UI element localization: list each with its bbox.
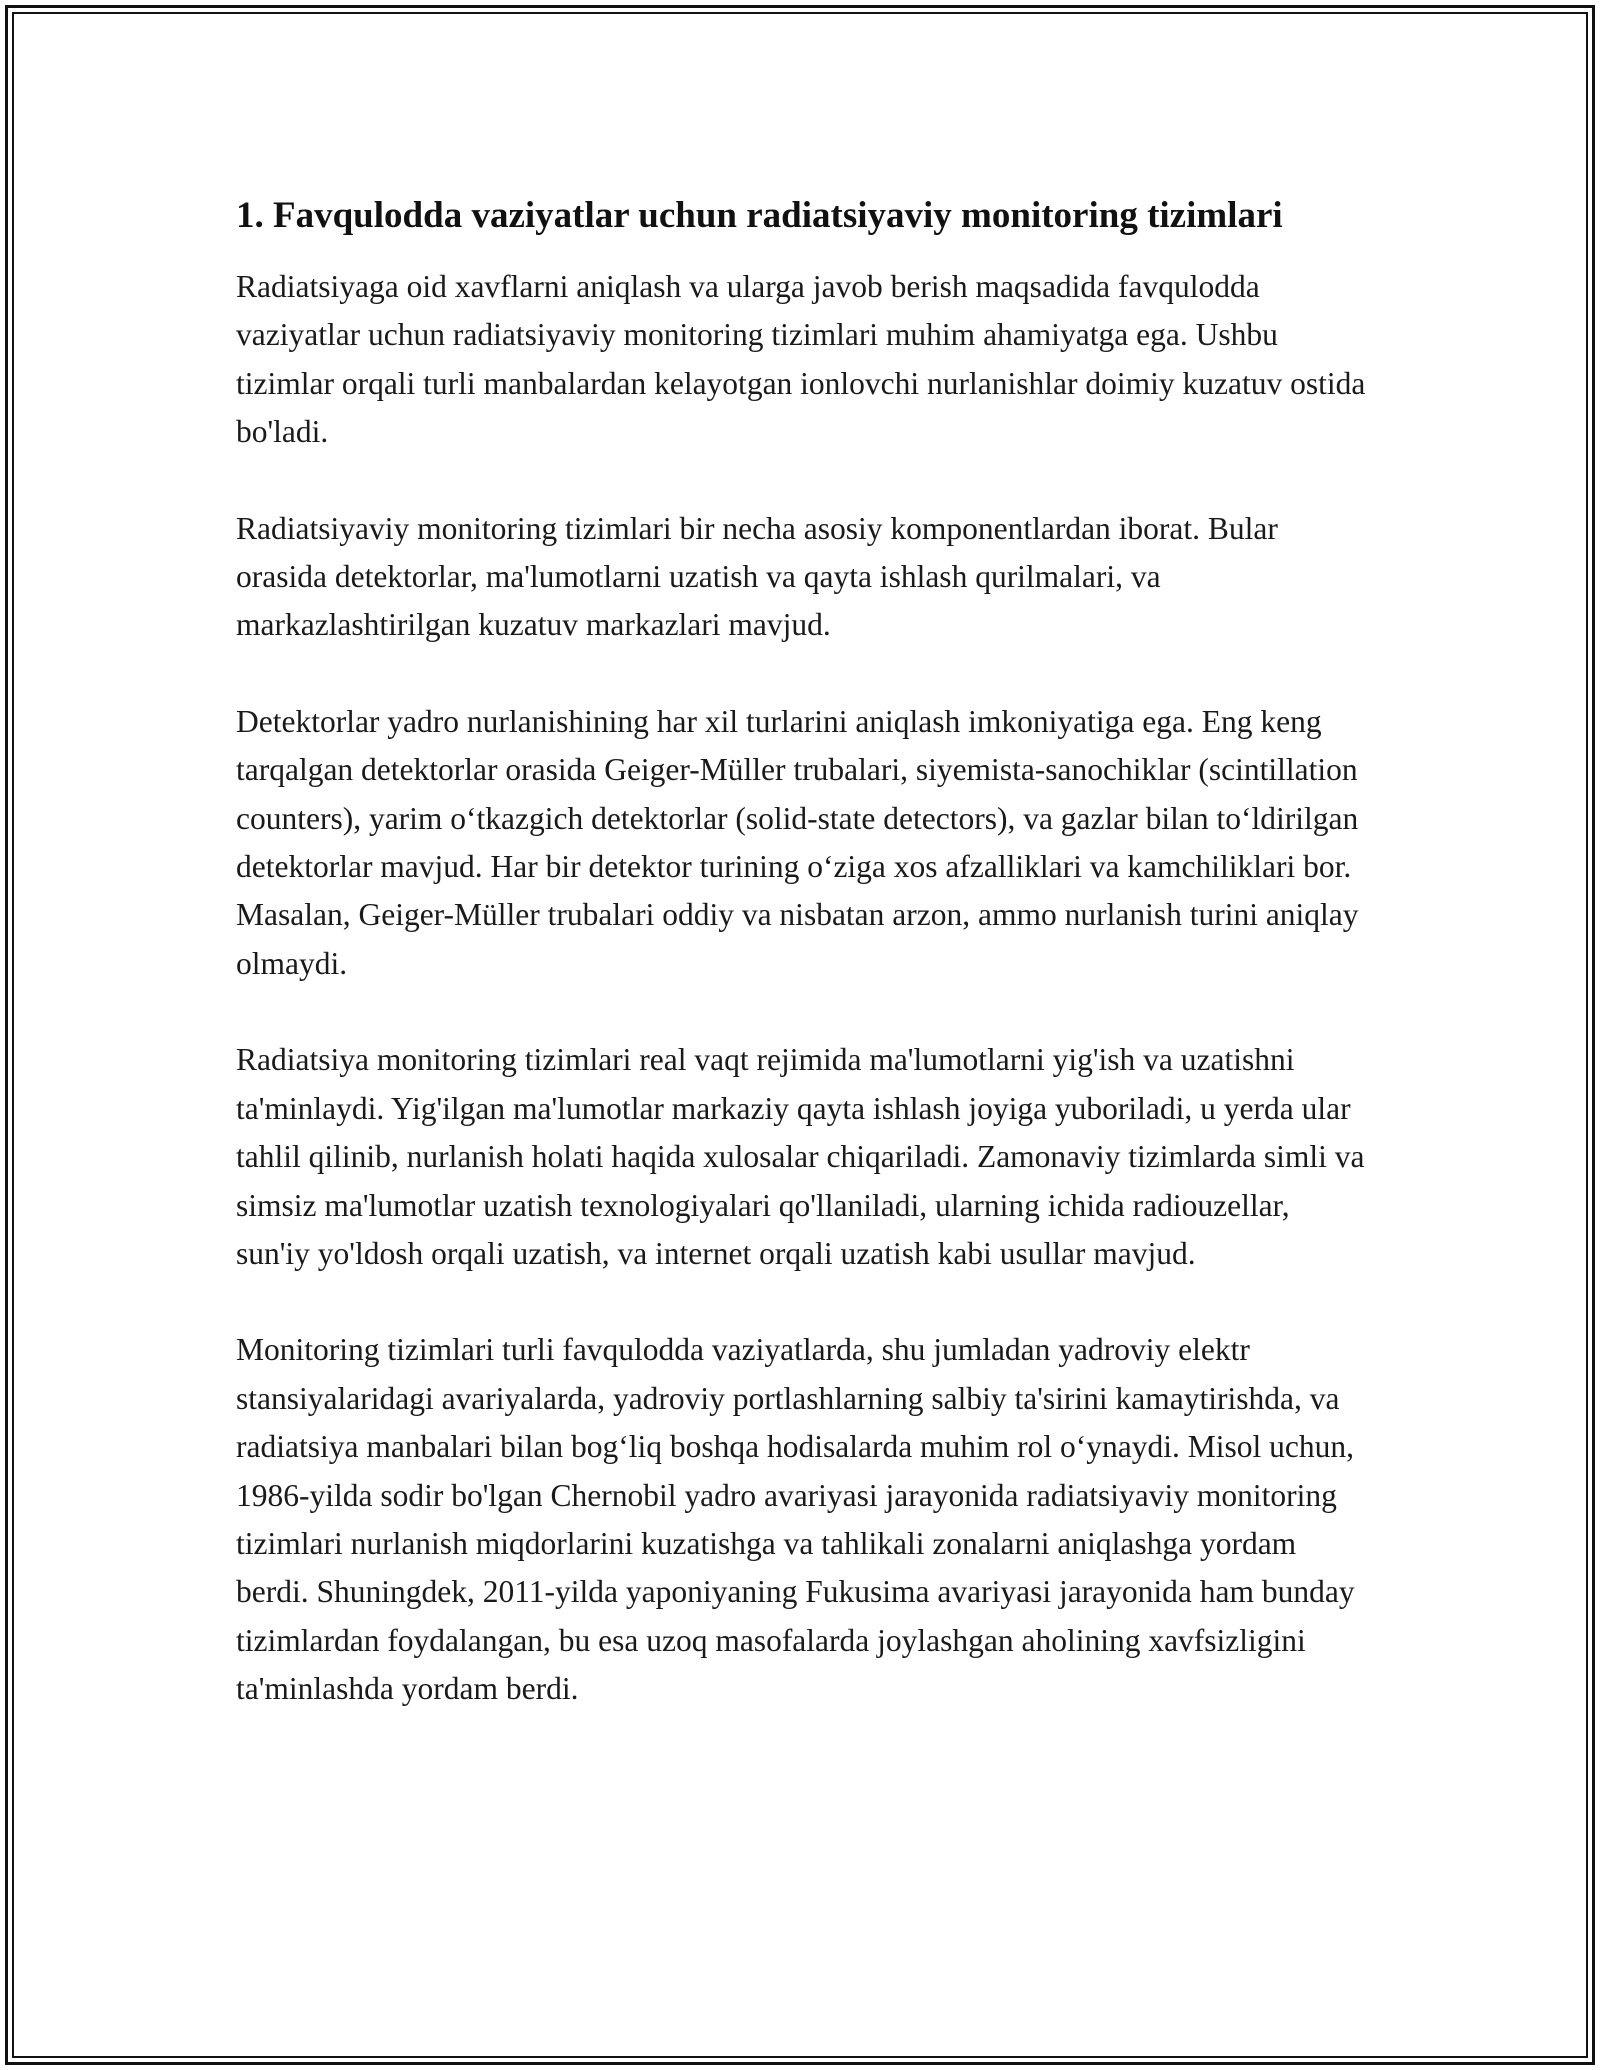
paragraph-intro: Radiatsiyaga oid xavflarni aniqlash va ularga javob berish maqsadida favqulodda vaziyatlar uchun radiatsiyaviy monitoring tizimlari muhim ahamiyatga ega. Ushbu tizimlar orqali turli manbalardan kelayotgan ionlovchi nurlanishlar doimiy kuzatuv ostida bo'ladi.: [236, 269, 1366, 450]
document-body: [236, 188, 1366, 1714]
paragraph-data-transfer: Radiatsiya monitoring tizimlari real vaqt rejimida ma'lumotlarni yig'ish va uzatishni ta'minlaydi. Yig'ilgan ma'lumotlar markaziy qayta ishlash joyiga yuboriladi, u yerda ular tahlil qilinib, nurlanish holati haqida xulosalar chiqariladi. Zamonaviy tizimlarda simli va simsiz ma'lumotlar uzatish texnologiyalari qo'llaniladi, ularning ichida radiouzellar, sun'iy yo'ldosh orqali uzatish, va internet orqali uzatish kabi usullar mavjud.: [236, 1042, 1365, 1271]
paragraph-components: Radiatsiyaviy monitoring tizimlari bir necha asosiy komponentlardan iborat. Bular orasida detektorlar, ma'lumotlarni uzatish va qayta ishlash qurilmalari, va markazlashtirilgan kuzatuv markazlari mavjud.: [236, 510, 1278, 643]
paragraph-emergencies: Monitoring tizimlari turli favqulodda vaziyatlarda, shu jumladan yadroviy elektr stansiyalaridagi avariyalarda, yadroviy portlashlarning salbiy ta'sirini kamaytirishda, va radiatsiya manbalari bilan bog‘liq boshqa hodisalarda muhim rol o‘ynaydi. Misol uchun, 1986-yilda sodir bo'lgan Chernobil yadro avariyasi jarayonida radiatsiyaviy monitoring tizimlari nurlanish miqdorlarini kuzatishga va tahlikali zonalarni aniqlashga yordam berdi. Shuningdek, 2011-yilda yaponiyaning Fukusima avariyasi jarayonida ham bunday tizimlardan foydalangan, bu esa uzoq masofalarda joylashgan aholining xavfsizligini ta'minlashda yordam berdi.: [236, 1332, 1355, 1707]
paragraph-detectors: Detektorlar yadro nurlanishining har xil turlarini aniqlash imkoniyatiga ega. Eng keng tarqalgan detektorlar orasida Geiger-Müller trubalari, siyemista-sanochiklar (scintillation counters), yarim o‘tkazgich detektorlar (solid-state detectors), va gazlar bilan to‘ldirilgan detektorlar mavjud. Har bir detektor turining o‘ziga xos afzalliklari va kamchiliklari bor. Masalan, Geiger-Müller trubalari oddiy va nisbatan arzon, ammo nurlanish turini aniqlay olmaydi.: [236, 703, 1359, 981]
section-title: 1. Favqulodda vaziyatlar uchun radiatsiyaviy monitoring tizimlari: [236, 195, 1283, 236]
